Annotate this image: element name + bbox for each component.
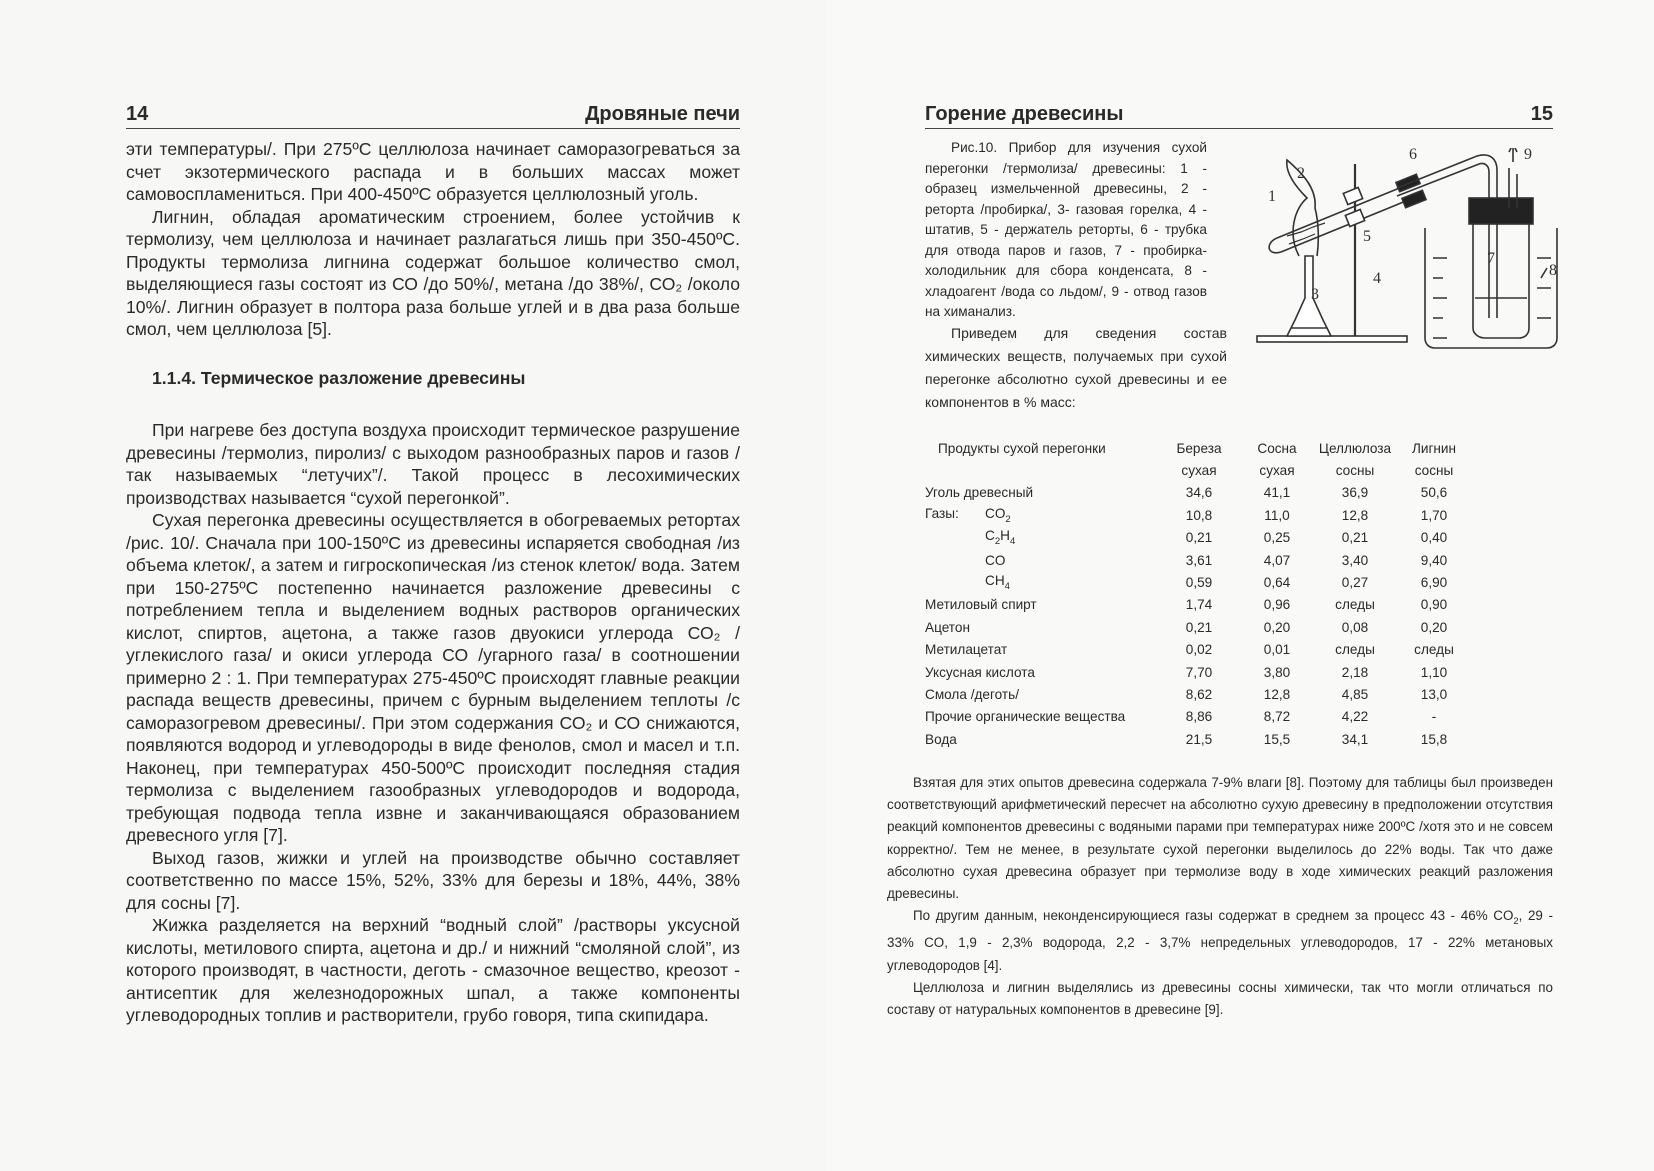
paragraph: эти температуры/. При 275ºС целлюлоза начинает саморазогреваться за счет экзотермического распада и в больших массах может самовоспламениться. При 400-450ºС образуется целлюлозный уголь.: [126, 139, 740, 204]
cell-value: 34,1: [1341, 731, 1369, 747]
cell-value: 36,9: [1341, 485, 1369, 501]
row-label: CO: [985, 552, 1006, 568]
cell-value: 12,8: [1263, 686, 1291, 702]
cell-value: 0,21: [1185, 530, 1213, 546]
cell-value: -: [1431, 709, 1437, 725]
cell-value: 15,8: [1420, 731, 1448, 747]
running-title: Горение древесины: [925, 103, 1124, 125]
table-subheader-row: сухая сухая сосны сосны: [1181, 463, 1454, 479]
row-label: Прочие органические вещества: [925, 709, 1126, 725]
cell-value: 12,8: [1341, 507, 1369, 523]
row-label: Вода: [925, 731, 957, 747]
row-label: Метиловый спирт: [925, 597, 1037, 613]
cell-value: 4,85: [1341, 686, 1369, 702]
paragraph: Сухая перегонка древесины осуществляется в обогреваемых ретортах /рис. 10/. Сначала при 100-150ºС из древесины испаряется свободная /из объема клеток/, а затем и гигроскопическая /из стенок клеток/ вода. Затем при 150-275ºС постепенно начинается разложение древесины с потреблением тепла и выделением водных растворов органических кислот, спиртов, ацетона, а также газов двуокиси углерода СО₂ /углекислого газа/ и окиси углерода СО /угарного газа/ в соотношении примерно 2 : 1. При температурах 275-450ºС происходят главные реакции распада веществ древесины, причем с бурным выделением теплоты /с саморазогревом древесины/. При этом содержания СО₂ и СО снижаются, появляются водород и углеводороды в виде фенолов, смол и масел и т.п. Наконец, при температурах 450-500ºС происходит последняя стадия термолиза с выделением газообразных углеводородов и водорода, требующая подвода тепла извне и заканчивающаяся образованием древесного угля [7].: [126, 510, 740, 845]
cell-value: 10,8: [1185, 507, 1213, 523]
cell-value: 0,02: [1185, 642, 1213, 658]
cell-value: следы: [1335, 642, 1375, 658]
cell-value: 4,22: [1341, 709, 1369, 725]
cell-value: 1,70: [1420, 507, 1448, 523]
paragraph: Выход газов, жижки и углей на производстве обычно составляет соответственно по массе 15%, 52%, 33% для березы и 18%, 44%, 38% для сосны [7].: [126, 847, 740, 913]
table-row: [925, 706, 1474, 728]
cell-value: 4,07: [1263, 552, 1291, 568]
paragraph: По другим данным, неконденсирующиеся газы содержат в среднем за процесс 43 - 46% $CO_2$, 29 - 33% CO, 1,9 - 2,3% водорода, 2,2 - 3,7% непредельных углеводородов, 17 - 22% метановых углеводородов [4].: [887, 908, 1554, 973]
cell-value: 1,10: [1420, 664, 1448, 680]
cell-value: 0,64: [1263, 575, 1291, 591]
row-label: $C_2H_4$: [985, 528, 1016, 548]
cell-value: 3,61: [1185, 552, 1213, 568]
text-block-top: [126, 138, 740, 341]
table-row: [925, 639, 1474, 661]
cell-value: 0,59: [1185, 575, 1213, 591]
cell-value: следы: [1414, 642, 1454, 658]
cell-value: 13,0: [1420, 686, 1448, 702]
right-page: Горение древесины 15 Рис.10. Прибор для изучения сухой перегонки /термолиза/ древесины: 1 - образец измельченной древесины, 2 - реторта /пробирка/, 3- газовая горелка, 4 - штатив, 5 - держатель реторты, 6 - трубка для отвода паров и газов, 7 - пробирка-холодильник для сбора конденсата, 8 - хладоагент /вода со льдом/, 9 - отвод газов на химанализ. 1 2 3 4 5 6 7 8 9 Приведем для сведения состав химических веществ, получаемых при сухой перегонке абсолютно сухой древесины и ее компонентов в % масс: Продукты сухой перегонки Береза Сосна Целлюлоза Лигнин сухая сухая сосны сосны Уголь древесный 34,6 41,1 36,9 50,6 Газы: $CO_2$ 10,8 11,0 12,8 1,70 $C_2H_4$ 0,21 0,25 0,21 0,40 CO 3,61 4,07 3,40 9,40 $CH_4$ 0,59 0,64 0,27 6,90 Метиловый спирт 1,74 0,96 следы 0,90 Ацетон 0,21 0,20 0,08 0,20 Метилацетат 0,02 0,01 следы следы Уксусная кислота 7,70 3,80 2,18 1,10 Смола /деготь/ 8,62 12,8 4,85 13,0 Прочие органические вещества 8,86 8,72 4,22 - Вода 21,5 15,5 34,1 15,8 Взятая для этих опытов древесина содержала 7-9% влаги [8]. Поэтому для таблицы был произведен соответствующий арифметический пересчет на абсолютно сухую древесину в предположении отсутствия реакций компонентов древесины с водяными парами при температурах ниже 200ºС /хотя это и не совсем корректно/. Тем не менее, в результате сухой перегонки выделилось до 22% воды. Так что даже абсолютно сухая древесина образует при термолизе воду в ходе химических реакций разложения древесины. По другим данным, неконденсирующиеся газы содержат в среднем за процесс 43 - 46% $CO_2$, 29 - 33% CO, 1,9 - 2,3% водорода, 2,2 - 3,7% непредельных углеводородов, 17 - 22% метановых углеводородов [4]. Целлюлоза и лигнин выделялись из древесины сосны химически, так что могли отличаться по составу от натуральных компонентов в древесине [9].: [827, 0, 1654, 1171]
cell-value: 6,90: [1420, 575, 1448, 591]
table-row: [925, 482, 1474, 504]
table-row: [925, 728, 1474, 750]
distillation-apparatus-figure: [1247, 148, 1567, 353]
cell-value: 8,72: [1263, 709, 1291, 725]
table-intro: Приведем для сведения состав химических веществ, получаемых при сухой перегонке абсолютно сухой древесины и ее компонентов в % масс:: [925, 325, 1227, 410]
table-row: [925, 549, 1474, 571]
page-number: 15: [1530, 103, 1553, 125]
text-block-bottom: [887, 772, 1553, 1021]
cell-value: 8,86: [1185, 709, 1213, 725]
table-body: [925, 482, 1474, 751]
cell-value: 0,21: [1341, 530, 1369, 546]
text-block-bottom: [126, 419, 740, 1027]
table-row: [925, 661, 1474, 683]
table-row: [925, 527, 1474, 549]
paragraph: Целлюлоза и лигнин выделялись из древесины сосны химически, так что могли отличаться по составу от натуральных компонентов в древесине [9].: [887, 979, 1553, 1018]
cell-value: 8,62: [1185, 686, 1213, 702]
cell-value: 21,5: [1185, 731, 1213, 747]
cell-value: 0,40: [1420, 530, 1448, 546]
paragraph: Взятая для этих опытов древесина содержала 7-9% влаги [8]. Поэтому для таблицы был произведен соответствующий арифметический пересчет на абсолютно сухую древесину в предположении отсутствия реакций компонентов древесины с водяными парами при температурах ниже 200ºС /хотя это и не совсем корректно/. Тем не менее, в результате сухой перегонки выделилось до 22% воды. Так что даже абсолютно сухая древесина образует при термолизе воду в ходе химических реакций разложения древесины.: [887, 775, 1553, 902]
page-header-left: [126, 98, 740, 129]
cell-value: 3,80: [1263, 664, 1291, 680]
cell-value: 9,40: [1420, 552, 1448, 568]
table-row: [925, 683, 1474, 705]
cell-value: 0,20: [1420, 619, 1448, 635]
cell-value: 0,90: [1420, 597, 1448, 613]
cell-value: 0,96: [1263, 597, 1291, 613]
table-row: [925, 571, 1474, 593]
row-label: Смола /деготь/: [925, 686, 1019, 702]
paragraph: Лигнин, обладая ароматическим строением, более устойчив к термолизу, чем целлюлоза и начинает разлагаться лишь при 350-450ºС. Продукты термолиза лигнина содержат большое количество смол, выделяющиеся газы состоят из СО /до 50%/, метана /до 38%/, СО₂ /около 10%/. Лигнин образует в полтора раза больше углей и в два раза больше смол, чем целлюлоза [5].: [126, 206, 740, 339]
running-title: Дровяные печи: [585, 103, 740, 125]
cell-value: 15,5: [1263, 731, 1291, 747]
table-row: [925, 616, 1474, 638]
table-row: [925, 594, 1474, 616]
cell-value: 41,1: [1263, 485, 1291, 501]
cell-value: следы: [1335, 597, 1375, 613]
cell-value: 0,21: [1185, 619, 1213, 635]
page-number: 14: [126, 103, 149, 125]
row-label: Метилацетат: [925, 642, 1008, 658]
row-label: Ацетон: [925, 619, 970, 635]
table-header-row: Продукты сухой перегонки Береза Сосна Целлюлоза Лигнин: [938, 440, 1457, 456]
cell-value: 11,0: [1264, 507, 1290, 523]
row-label: Уголь древесный: [925, 485, 1034, 501]
figure-caption: Рис.10. Прибор для изучения сухой перегонки /термолиза/ древесины: 1 - образец измельченной древесины, 2 - реторта /пробирка/, 3- газовая горелка, 4 - штатив, 5 - держатель реторты, 6 - трубка для отвода паров и газов, 7 - пробирка-холодильник для сбора конденсата, 8 - хладоагент /вода со льдом/, 9 - отвод газов на химанализ.: [925, 140, 1207, 319]
cell-value: 7,70: [1185, 664, 1213, 680]
dry-distillation-products-table: [925, 437, 1474, 750]
page-header-right: [925, 98, 1553, 129]
section-heading: 1.1.4. Термическое разложение древесины: [152, 368, 526, 388]
cell-value: 3,40: [1341, 552, 1369, 568]
row-label: Уксусная кислота: [925, 664, 1035, 680]
cell-value: 0,20: [1263, 619, 1291, 635]
cell-value: 0,25: [1263, 530, 1291, 546]
cell-value: 1,74: [1185, 597, 1213, 613]
cell-value: 50,6: [1420, 485, 1448, 501]
paragraph: При нагреве без доступа воздуха происходит термическое разрушение древесины /термолиз, пиролиз/ с выходом разнообразных паров и газов /так называемых “летучих”/. Такой процесс в лесохимических производствах называется “сухой перегонкой”.: [126, 420, 740, 508]
row-label: Газы: $CO_2$: [925, 505, 1011, 525]
paragraph: Жижка разделяется на верхний “водный слой” /растворы уксусной кислоты, метилового спирта, ацетона и др./ и нижний “смоляной слой”, из которого производят, в частности, деготь - смазочное вещество, креозот - антисептик для железнодорожных шпал, а также компоненты углеводородных топлив и растворители, грубо говоря, типа скипидара.: [126, 915, 740, 1025]
cell-value: 34,6: [1185, 485, 1213, 501]
cell-value: 0,27: [1341, 575, 1369, 591]
cell-value: 0,08: [1341, 619, 1369, 635]
row-label: $CH_4$: [985, 573, 1010, 593]
cell-value: 2,18: [1341, 664, 1369, 680]
cell-value: 0,01: [1263, 642, 1291, 658]
table-row: [925, 504, 1474, 526]
